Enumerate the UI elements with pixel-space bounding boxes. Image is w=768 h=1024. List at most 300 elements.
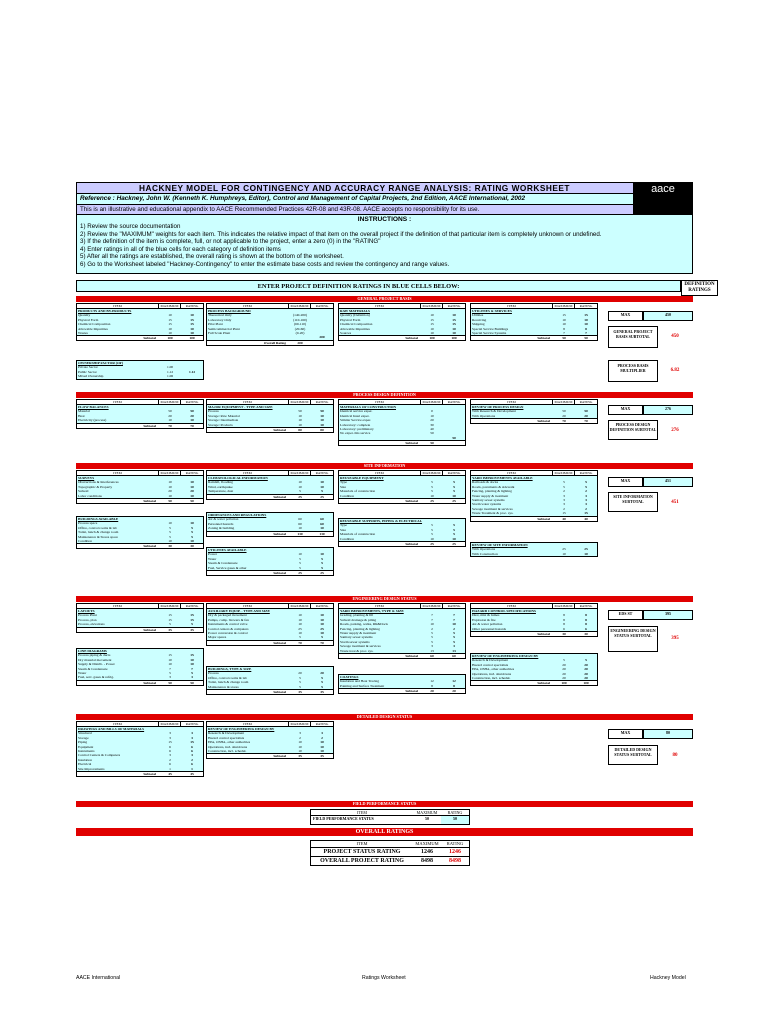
subtotal-rating: 60 xyxy=(452,653,456,658)
row-max: 15 xyxy=(168,740,172,745)
row-rating[interactable]: 10 xyxy=(320,526,324,531)
row-rating[interactable]: 5 xyxy=(585,658,587,663)
row-max: 10 xyxy=(168,538,172,543)
row-max: 10 xyxy=(430,493,434,498)
row-rating[interactable]: 20 xyxy=(584,675,588,680)
row-item: Laboratory: preliminary xyxy=(340,426,374,431)
subtotal-max: 130 xyxy=(297,531,303,536)
row-rating[interactable]: 5 xyxy=(585,484,587,489)
gp-max-label: MAX xyxy=(608,311,643,321)
row-rating[interactable]: 15 xyxy=(190,740,194,745)
row-rating[interactable]: 10 xyxy=(320,622,324,627)
row-rating[interactable]: 10 xyxy=(190,484,194,489)
col-max: MAXIMUM xyxy=(553,604,575,608)
col-max: MAXIMUM xyxy=(289,400,311,404)
subtotal-rating: 50 xyxy=(190,498,194,503)
instructions-heading: INSTRUCTIONS : xyxy=(357,216,412,223)
row-max: 5 xyxy=(431,527,433,532)
row-rating[interactable]: 10 xyxy=(452,313,456,318)
row-rating[interactable]: 5 xyxy=(321,561,323,566)
row-rating[interactable]: 10 xyxy=(320,418,324,423)
row-max: 5 xyxy=(299,684,301,689)
row-max: (140-200) xyxy=(293,313,307,318)
row-item: Wastes xyxy=(78,330,88,335)
row-rating[interactable]: 20 xyxy=(584,662,588,667)
row-rating[interactable]: 5 xyxy=(191,530,193,535)
row-rating[interactable]: 10 xyxy=(320,630,324,635)
panel-title: PROCESS BACKGROUND xyxy=(208,309,251,313)
gp-p1-panel xyxy=(76,303,204,341)
row-item: Construction, incl. schedul. xyxy=(472,675,511,680)
row-rating[interactable]: 20 xyxy=(584,667,588,672)
subtotal-row xyxy=(339,653,465,658)
subtotal-rating: 20 xyxy=(452,689,456,694)
subtotal-label: Subtotal xyxy=(273,570,286,575)
row-max: 5 xyxy=(563,658,565,663)
row-max: (20-60) xyxy=(294,326,306,331)
table-row xyxy=(207,423,333,427)
row-rating[interactable]: 10 xyxy=(190,521,194,526)
row-rating[interactable]: 3 xyxy=(585,497,587,502)
row-rating[interactable]: 2 xyxy=(585,489,587,494)
row-rating[interactable]: 3 xyxy=(191,675,193,680)
subtotal-max: 200 xyxy=(297,340,303,345)
row-rating[interactable]: 10 xyxy=(320,484,324,489)
row-rating[interactable]: 10 xyxy=(320,552,324,557)
row-rating[interactable]: 5 xyxy=(453,527,455,532)
row-rating[interactable]: 15 xyxy=(190,653,194,658)
si-p4-panel xyxy=(470,470,598,522)
subtotal-row xyxy=(77,627,203,632)
col-rating: RATING xyxy=(315,304,329,308)
subtotal-label: Subtotal xyxy=(273,689,286,694)
si-p3-panel xyxy=(338,470,466,504)
row-rating[interactable]: 5 xyxy=(453,484,455,489)
row-rating[interactable]: 8 xyxy=(585,622,587,627)
row-rating[interactable]: 25 xyxy=(584,547,588,552)
row-item: Control Centers & Computers xyxy=(78,753,121,758)
row-item: Public Sector xyxy=(78,369,97,374)
row-rating[interactable]: 3 xyxy=(321,731,323,736)
row-rating[interactable]: 5 xyxy=(191,534,193,539)
row-item: Waste Treatment & proc. sys. xyxy=(472,511,514,516)
row-rating[interactable]: 50 xyxy=(584,409,588,414)
row-rating[interactable]: 10 xyxy=(190,330,194,335)
row-rating[interactable]: 8 xyxy=(585,326,587,331)
subtotal-label: Subtotal xyxy=(143,423,156,428)
row-rating[interactable]: 5 xyxy=(321,680,323,685)
col-rating: RATING xyxy=(447,400,461,404)
panel-title: FLOW BALANCES xyxy=(78,405,109,409)
row-max: 20 xyxy=(298,671,302,676)
row-rating[interactable]: 10 xyxy=(320,740,324,745)
row-rating[interactable]: 2 xyxy=(453,626,455,631)
row-rating[interactable]: 3 xyxy=(585,493,587,498)
subtotal-max: 35 xyxy=(168,627,172,632)
si-p1b-panel xyxy=(76,516,204,549)
col-item: ITEM xyxy=(207,400,289,404)
col-max: MAXIMUM xyxy=(553,304,575,308)
row-max: 5 xyxy=(431,523,433,528)
row-rating[interactable]: 20 xyxy=(190,413,194,418)
row-rating[interactable]: 10 xyxy=(190,326,194,331)
row-item: Process, plan xyxy=(78,617,97,622)
col-max: MAXIMUM xyxy=(289,604,311,608)
row-rating[interactable]: 10 xyxy=(190,418,194,423)
row-rating[interactable]: 10 xyxy=(320,744,324,749)
subtotal-label: Subtotal xyxy=(273,640,286,645)
row-max: 15 xyxy=(168,613,172,618)
panel-title: REVIEW OF ENGINEERING DESIGN BY xyxy=(208,727,275,731)
row-rating[interactable]: 10 xyxy=(584,322,588,327)
row-item: Toilet, lunch & change room xyxy=(208,680,249,685)
table-row xyxy=(471,552,597,556)
dd-max-value: 80 xyxy=(643,729,693,739)
fp-item-header: ITEM xyxy=(357,810,367,815)
row-max: 3 xyxy=(563,493,565,498)
row-item: Painting and Surface Treatment xyxy=(340,683,385,688)
gp-subtotal-label: GENERAL PROJECT BASIS SUBTOTAL xyxy=(608,326,658,348)
row-rating[interactable]: 5 xyxy=(453,639,455,644)
row-rating[interactable]: 10 xyxy=(452,622,456,627)
row-rating[interactable]: 7 xyxy=(453,613,455,618)
col-item: ITEM xyxy=(77,604,159,608)
table-row xyxy=(207,749,333,753)
row-rating[interactable]: 5 xyxy=(585,480,587,485)
row-rating[interactable]: 5 xyxy=(321,489,323,494)
row-rating[interactable]: 50 xyxy=(190,409,194,414)
panel-title: HAZARD CONTROL SPECIFICATIONS xyxy=(472,609,536,613)
dd-p2-panel xyxy=(206,721,334,759)
row-rating[interactable]: 5 xyxy=(191,525,193,530)
subtotal-label: Overall Rating xyxy=(263,340,286,345)
col-rating: RATING xyxy=(579,604,593,608)
gp-p4-panel xyxy=(470,303,598,341)
row-max: 10 xyxy=(298,744,302,749)
row-rating[interactable]: 2 xyxy=(321,735,323,740)
si-max-value: 451 xyxy=(643,477,693,487)
row-item: Rainfall, flooding xyxy=(208,480,233,485)
fp-max-header: MAXIMUM xyxy=(416,810,438,815)
row-item: Water xyxy=(78,670,87,675)
row-max: 5 xyxy=(431,489,433,494)
overall-project-label: OVERALL PROJECT RATING xyxy=(320,858,404,864)
row-rating[interactable]: 10 xyxy=(320,748,324,753)
row-rating[interactable]: 10 xyxy=(320,480,324,485)
row-rating[interactable]: 50 xyxy=(320,409,324,414)
row-rating[interactable] xyxy=(181,374,203,378)
row-max: 50 xyxy=(430,431,434,436)
disclaimer-line: This is an illustrative and educational appendix to AACE Recommended Practices 42R-08 and 43R-08. AACE accepts no responsibility for its use. xyxy=(76,205,693,215)
row-max: 10 xyxy=(298,630,302,635)
subtotal-max: 20 xyxy=(430,689,434,694)
row-item: Process xyxy=(208,671,219,676)
row-rating[interactable]: 7 xyxy=(585,330,587,335)
row-rating[interactable]: 15 xyxy=(584,511,588,516)
subtotal-row xyxy=(207,753,333,758)
dd-subtotal-label: DETAILED DESIGN STATUS SUBTOTAL xyxy=(608,745,658,765)
row-item: Process, elevations xyxy=(78,622,105,627)
row-max: 1 xyxy=(169,766,171,771)
table-row xyxy=(471,414,597,418)
row-max: 10 xyxy=(168,662,172,667)
row-rating[interactable]: 10 xyxy=(190,480,194,485)
overall-ratings-bar: OVERALL RATINGS xyxy=(76,828,693,836)
row-rating[interactable]: 12 xyxy=(452,679,456,684)
gp-own-panel xyxy=(76,360,204,380)
table-row xyxy=(77,767,203,771)
col-max: MAXIMUM xyxy=(553,471,575,475)
row-rating[interactable]: 3 xyxy=(585,502,587,507)
row-rating[interactable]: 5 xyxy=(453,489,455,494)
subtotal-max: 100 xyxy=(561,681,567,686)
row-max: 10 xyxy=(430,326,434,331)
table-row xyxy=(207,489,333,493)
col-item: ITEM xyxy=(471,400,553,404)
row-item: Operations, incl. shutdowns xyxy=(472,671,512,676)
col-max: MAXIMUM xyxy=(159,471,181,475)
row-rating[interactable]: 10 xyxy=(320,413,324,418)
row-max: 20 xyxy=(562,662,566,667)
row-rating[interactable]: 5 xyxy=(191,622,193,627)
row-item: Major spares xyxy=(208,635,227,640)
row-rating[interactable]: 5 xyxy=(321,635,323,640)
row-rating[interactable]: 15 xyxy=(190,613,194,618)
row-max: 15 xyxy=(562,313,566,318)
row-rating[interactable]: 10 xyxy=(190,662,194,667)
table-row xyxy=(339,494,465,498)
row-max: 3 xyxy=(563,502,565,507)
col-item: ITEM xyxy=(339,400,421,404)
row-max: 5 xyxy=(431,639,433,644)
subtotal-row xyxy=(207,640,333,645)
row-rating[interactable]: 5 xyxy=(453,532,455,537)
row-rating[interactable]: 10 xyxy=(452,330,456,335)
row-item: Identical service exper. xyxy=(340,409,373,414)
row-item: Temperature, dust xyxy=(208,489,234,494)
row-rating[interactable]: 3 xyxy=(191,735,193,740)
subtotal-row xyxy=(207,340,333,345)
table-row xyxy=(77,494,203,498)
col-max: MAXIMUM xyxy=(421,400,443,404)
pd-max-label: MAX xyxy=(608,405,643,415)
row-rating[interactable]: 8 xyxy=(585,613,587,618)
subtotal-label: Subtotal xyxy=(405,336,418,341)
row-rating[interactable]: 10 xyxy=(320,617,324,622)
subtotal-rating: 70 xyxy=(320,640,324,645)
row-rating[interactable]: 5 xyxy=(453,480,455,485)
row-item: Theoretical Only xyxy=(208,313,232,318)
subtotal-row xyxy=(471,516,597,521)
row-rating[interactable]: 15 xyxy=(452,322,456,327)
overall-ratings-table xyxy=(310,840,470,866)
row-item: Maintenance & Stores space xyxy=(78,534,118,539)
row-max: 5 xyxy=(299,680,301,685)
row-max: 15 xyxy=(562,511,566,516)
col-item: ITEM xyxy=(207,722,289,726)
row-max: 3 xyxy=(563,497,565,502)
row-rating[interactable]: 3 xyxy=(453,644,455,649)
row-rating[interactable]: 15 xyxy=(452,317,456,322)
col-rating: RATING xyxy=(185,722,199,726)
row-rating[interactable]: 60 xyxy=(320,521,324,526)
row-max: 6 xyxy=(169,762,171,767)
si-subtotal-value: 451 xyxy=(671,500,679,505)
row-rating[interactable]: 5 xyxy=(453,630,455,635)
col-item: ITEM xyxy=(471,304,553,308)
row-max: 25 xyxy=(298,626,302,631)
row-item: Storage: Products xyxy=(208,422,233,427)
row-item: Storage xyxy=(78,735,89,740)
pd-p1-panel xyxy=(76,399,204,429)
row-rating[interactable]: 6 xyxy=(191,744,193,749)
row-rating[interactable]: 15 xyxy=(190,322,194,327)
row-item: Fuel, serv. gases & refrig. xyxy=(78,675,115,680)
subtotal-label: Subtotal xyxy=(537,516,550,521)
row-rating[interactable]: 10 xyxy=(190,313,194,318)
row-max: (0-20) xyxy=(295,330,305,335)
row-item: Shipping xyxy=(472,322,485,327)
row-rating[interactable]: 1 xyxy=(191,766,193,771)
row-rating[interactable]: 10 xyxy=(584,551,588,556)
row-item: Operations, incl. shutdowns xyxy=(208,744,248,749)
panel-title: BUILDINGS AVAILABLE xyxy=(78,517,119,521)
row-item: Heat xyxy=(78,413,85,418)
row-item: Materials of construction xyxy=(340,489,376,494)
row-rating[interactable]: 5 xyxy=(321,684,323,689)
col-rating: RATING xyxy=(315,722,329,726)
row-rating[interactable]: 15 xyxy=(584,313,588,318)
row-item: Allowable Impurities xyxy=(78,326,108,331)
row-rating[interactable]: 7 xyxy=(453,617,455,622)
row-rating[interactable]: 20 xyxy=(584,413,588,418)
row-item: Physical Form xyxy=(340,317,361,322)
row-rating[interactable]: 5 xyxy=(191,670,193,675)
row-item: Office, control rooms & lab xyxy=(208,675,247,680)
row-max: 10 xyxy=(298,413,302,418)
row-rating[interactable]: 5 xyxy=(321,565,323,570)
row-max: 15 xyxy=(168,317,172,322)
subtotal-row xyxy=(339,541,465,546)
table-row xyxy=(77,331,203,335)
row-item: Hazard control specialists xyxy=(208,735,245,740)
row-rating[interactable]: 13 xyxy=(452,648,456,653)
row-rating[interactable]: 5 xyxy=(453,523,455,528)
row-rating[interactable]: 8 xyxy=(585,617,587,622)
subtotal-row xyxy=(77,771,203,776)
subtotal-rating: 70 xyxy=(190,423,194,428)
row-item: Storage: Raw Material xyxy=(208,413,240,418)
row-item: Zoning & building xyxy=(208,526,235,531)
project-status-rating: 1246 xyxy=(449,849,461,855)
col-rating: RATING xyxy=(447,604,461,608)
row-rating[interactable]: 7 xyxy=(191,666,193,671)
row-max: 15 xyxy=(430,322,434,327)
row-item: Fencing, planting & lighting xyxy=(472,489,512,494)
row-item: Type xyxy=(340,480,347,485)
subtotal-rating: 45 xyxy=(190,771,194,776)
subtotal-row xyxy=(339,688,465,693)
row-rating[interactable]: 1.12 xyxy=(188,369,196,374)
row-rating[interactable]: 10 xyxy=(452,536,456,541)
subtotal-max: 100 xyxy=(167,336,173,341)
row-rating[interactable]: 6 xyxy=(191,762,193,767)
subtotal-row xyxy=(339,498,465,503)
row-rating[interactable]: 50 xyxy=(452,435,456,440)
subtotal-label: Subtotal xyxy=(537,681,550,686)
row-item: Mixed Ownership xyxy=(78,374,104,379)
row-max: 5 xyxy=(169,622,171,627)
row-item: Storm water systems xyxy=(472,502,502,507)
row-item: With Operations xyxy=(472,413,496,418)
subtotal-max: 70 xyxy=(168,423,172,428)
row-rating[interactable]: 20 xyxy=(320,671,324,676)
row-max: 20 xyxy=(562,413,566,418)
project-status-max: 1246 xyxy=(421,849,433,855)
row-item: Size xyxy=(340,484,347,489)
row-rating[interactable]: 200 xyxy=(319,335,325,340)
row-rating[interactable]: 5 xyxy=(321,675,323,680)
row-rating[interactable]: 10 xyxy=(320,422,324,427)
row-rating[interactable]: 10 xyxy=(190,493,194,498)
row-max: 13 xyxy=(430,648,434,653)
row-rating[interactable]: 2 xyxy=(191,757,193,762)
row-rating[interactable]: 6 xyxy=(585,626,587,631)
col-rating: RATING xyxy=(579,304,593,308)
row-rating[interactable]: 10 xyxy=(452,326,456,331)
row-rating[interactable]: 10 xyxy=(190,657,194,662)
row-max: (60-110) xyxy=(293,322,307,327)
row-rating[interactable]: 15 xyxy=(190,617,194,622)
row-rating[interactable]: 25 xyxy=(320,626,324,631)
row-rating[interactable]: 10 xyxy=(320,613,324,618)
row-rating[interactable]: 3 xyxy=(191,753,193,758)
row-max: 10 xyxy=(168,521,172,526)
row-max: 6 xyxy=(169,744,171,749)
table-row xyxy=(77,539,203,543)
row-rating[interactable]: 2 xyxy=(585,506,587,511)
row-rating[interactable]: 60 xyxy=(320,517,324,522)
row-max: 10 xyxy=(298,617,302,622)
row-max: 5 xyxy=(431,635,433,640)
row-max: 20 xyxy=(168,489,172,494)
subtotal-rating: 50 xyxy=(584,336,588,341)
row-rating[interactable]: 20 xyxy=(190,489,194,494)
row-rating[interactable]: 8 xyxy=(453,683,455,688)
row-item: Roads, parking, walks, RR&Dock xyxy=(340,622,388,627)
row-rating[interactable]: 15 xyxy=(190,317,194,322)
row-rating[interactable]: 10 xyxy=(190,538,194,543)
row-rating[interactable]: 5 xyxy=(453,635,455,640)
ed-p1-panel xyxy=(76,603,204,633)
row-item: Water supply & treatment xyxy=(472,493,509,498)
row-rating[interactable]: 6 xyxy=(191,748,193,753)
subtotal-row xyxy=(207,570,333,575)
row-max: 10 xyxy=(168,493,172,498)
row-item: Labor conditions xyxy=(78,493,102,498)
row-rating[interactable]: 20 xyxy=(584,671,588,676)
si-subtotal-label: SITE INFORMATION SUBTOTAL xyxy=(608,492,658,512)
process-basis-multiplier-label: PROCESS BASIS MULTIPLIER xyxy=(608,360,658,382)
row-max: 5 xyxy=(169,525,171,530)
row-rating[interactable]: 5 xyxy=(321,556,323,561)
row-item: Water supply & treatment xyxy=(340,630,377,635)
row-rating[interactable]: 3 xyxy=(191,731,193,736)
instruction-line: 2) Review the "MAXIMUM" weights for each item. This indicates the relative impact of that item on the overall project if the definition of that particular item is completely unknown or undefined. xyxy=(80,230,602,238)
subtotal-label: Subtotal xyxy=(405,689,418,694)
row-rating[interactable]: 10 xyxy=(584,317,588,322)
row-rating[interactable]: 10 xyxy=(452,493,456,498)
